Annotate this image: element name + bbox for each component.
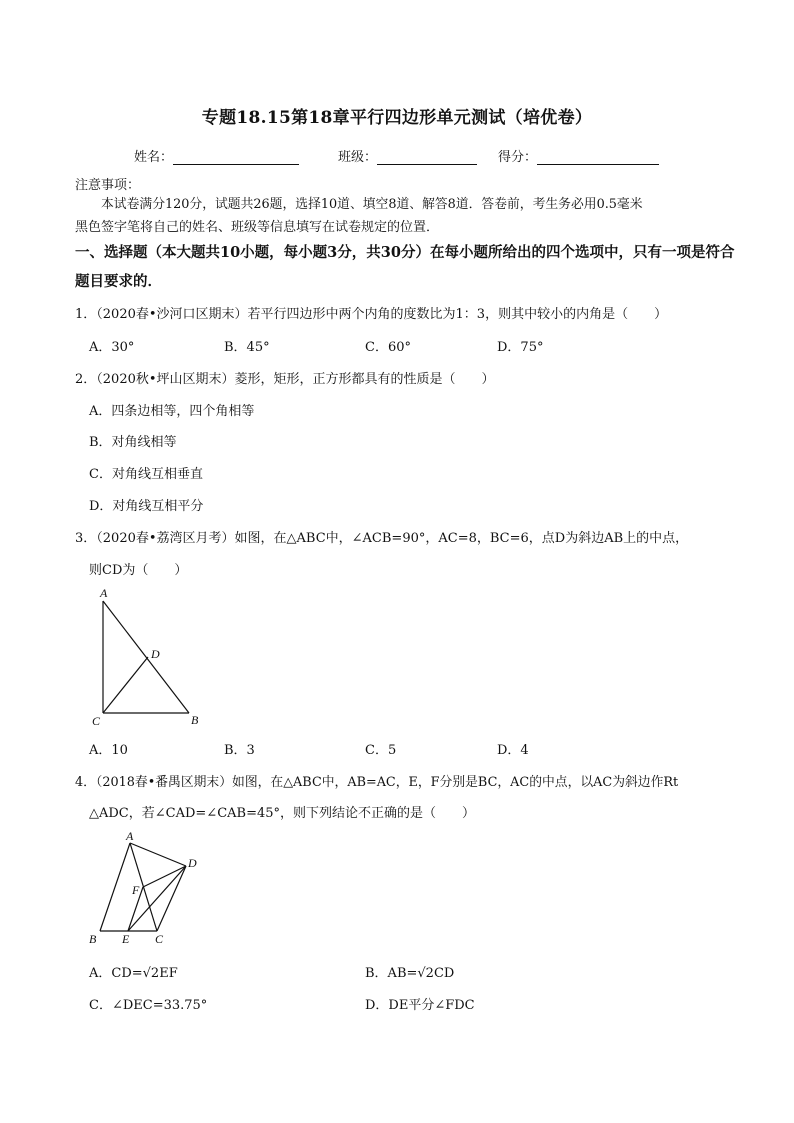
question-1-option-d[interactable]: D．75°: [497, 340, 544, 355]
q4-label-a: A: [126, 829, 134, 843]
question-3-option-d[interactable]: D．4: [497, 743, 529, 758]
class-label: 班级：: [338, 150, 378, 165]
q3-label-a: A: [100, 586, 108, 600]
q3-label-c: C: [92, 714, 101, 728]
score-blank[interactable]: [537, 151, 659, 165]
question-4-option-a[interactable]: A．CD=√2EF: [89, 966, 178, 981]
class-blank[interactable]: [377, 151, 477, 165]
question-3-triangle-figure: [92, 585, 212, 734]
question-1-option-a[interactable]: A．30°: [89, 340, 135, 355]
question-1-option-b[interactable]: B．45°: [224, 340, 270, 355]
question-4-stem-line-2: △ADC，若∠CAD=∠CAB=45°，则下列结论不正确的是（ ）: [89, 806, 476, 821]
question-2-option-a[interactable]: A．四条边相等，四个角相等: [89, 404, 255, 419]
question-2-option-d[interactable]: D．对角线互相平分: [89, 499, 204, 514]
question-3-option-c[interactable]: C．5: [365, 743, 397, 758]
section1-heading-line-2: 题目要求的．: [75, 273, 162, 290]
question-4-option-c[interactable]: C．∠DEC=33.75°: [89, 998, 208, 1013]
question-2-option-b[interactable]: B．对角线相等: [89, 435, 177, 450]
section1-heading-line-1: 一、选择题（本大题共10小题，每小题3分，共30分）在每小题所给出的四个选项中，只有一项是符合: [75, 244, 735, 261]
question-3-stem-line-2: 则CD为（ ）: [89, 563, 188, 578]
notice-line-2: 黑色签字笔将自己的姓名、班级等信息填写在试卷规定的位置．: [75, 220, 440, 235]
q4-label-e: E: [122, 932, 130, 946]
question-3-option-a[interactable]: A．10: [89, 743, 128, 758]
name-label: 姓名：: [134, 150, 174, 165]
question-4-option-d[interactable]: D．DE平分∠FDC: [365, 998, 475, 1013]
notice-line-1: 本试卷满分120分，试题共26题，选择10道、填空8道、解答8道．答卷前，考生务必用0.5毫米: [101, 197, 643, 212]
q4-label-c: C: [155, 932, 164, 946]
question-4-option-b[interactable]: B．AB=√2CD: [365, 966, 455, 981]
name-blank[interactable]: [173, 151, 299, 165]
question-1-stem: 1．（2020春•沙河口区期末）若平行四边形中两个内角的度数比为1：3，则其中较小的内角是（ ）: [75, 307, 668, 322]
question-4-parallelogram-figure: [86, 830, 206, 954]
question-4-stem-line-1: 4．（2018春•番禺区期末）如图，在△ABC中，AB=AC，E，F分别是BC，AC的中点，以AC为斜边作Rt: [75, 775, 679, 790]
score-label: 得分：: [498, 150, 538, 165]
name-field[interactable]: [134, 146, 299, 165]
q3-label-b: B: [191, 713, 199, 727]
score-field[interactable]: [498, 146, 659, 165]
q4-label-f: F: [132, 883, 140, 897]
question-1-option-c[interactable]: C．60°: [365, 340, 411, 355]
question-3-option-b[interactable]: B．3: [224, 743, 255, 758]
q4-label-b: B: [89, 932, 97, 946]
question-2-option-c[interactable]: C．对角线互相垂直: [89, 467, 203, 482]
q4-label-d: D: [188, 856, 197, 870]
notice-heading: 注意事项：: [75, 178, 141, 193]
class-field[interactable]: [338, 146, 477, 165]
question-3-stem-line-1: 3．（2020春•荔湾区月考）如图，在△ABC中，∠ACB=90°，AC=8，BC=6，点D为斜边AB上的中点，: [75, 531, 689, 546]
q3-label-d: D: [151, 647, 160, 661]
page-title: 专题18.15第18章平行四边形单元测试（培优卷）: [201, 108, 593, 128]
question-2-stem: 2．（2020秋•坪山区期末）菱形，矩形，正方形都具有的性质是（ ）: [75, 372, 495, 387]
